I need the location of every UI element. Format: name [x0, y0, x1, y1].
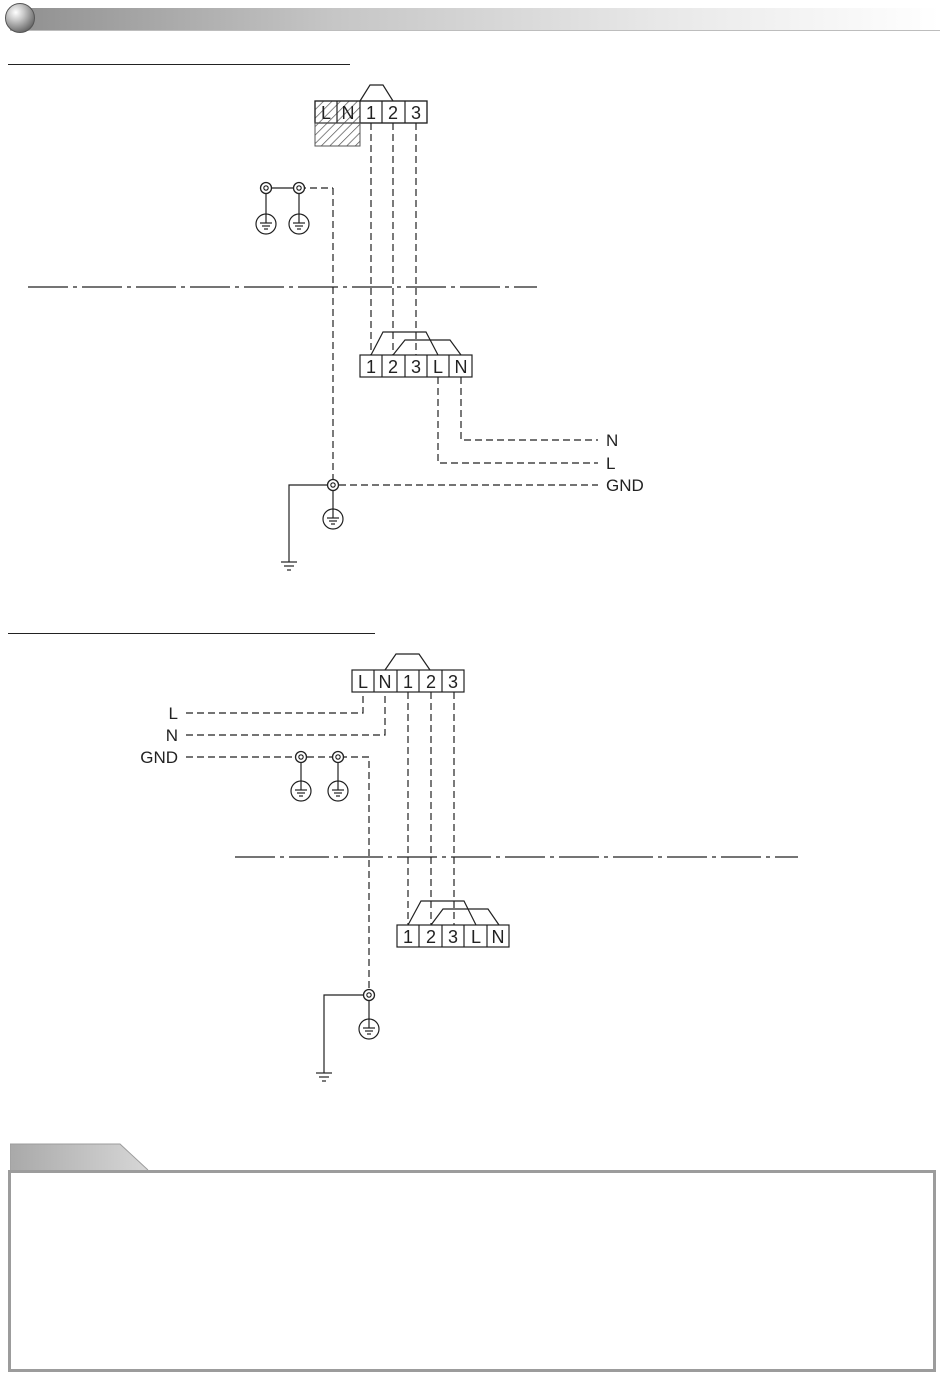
earth-terminal-icon [328, 480, 339, 491]
note-tab [10, 1142, 270, 1172]
note-box [8, 1170, 936, 1372]
outdoor-terminal-label: 3 [447, 672, 459, 692]
indoor-terminal-label: 1 [402, 927, 414, 947]
indoor-terminal-label: 3 [447, 927, 459, 947]
earth-terminal-icon [364, 990, 375, 1001]
ground-symbol-icon [359, 1019, 379, 1039]
wire-label-gnd: GND [140, 748, 178, 767]
earth-terminal-icon [261, 183, 272, 194]
wire-label-l: L [168, 704, 178, 723]
ground-symbol-icon [289, 214, 309, 234]
earth-terminal-icon [294, 183, 305, 194]
earth-terminal-icon [296, 752, 307, 763]
diagram-1 [28, 85, 598, 570]
outdoor-terminal-label: L [320, 103, 332, 123]
outdoor-terminal-label: L [357, 672, 369, 692]
outdoor-terminal-label: 1 [365, 103, 377, 123]
indoor-terminal-label: 1 [365, 357, 377, 377]
ground-symbol-icon [328, 781, 348, 801]
indoor-terminal-label: 2 [425, 927, 437, 947]
outdoor-terminal-label: 3 [410, 103, 422, 123]
earth-terminal-icon [333, 752, 344, 763]
outdoor-terminal-label: 2 [387, 103, 399, 123]
indoor-terminal-label: 3 [410, 357, 422, 377]
wire-label-gnd: GND [606, 476, 644, 495]
outdoor-terminal-label: 1 [402, 672, 414, 692]
diagram-2 [186, 654, 798, 1081]
ground-symbol-icon [256, 214, 276, 234]
indoor-terminal-label: N [491, 927, 505, 947]
outdoor-terminal-label: N [378, 672, 392, 692]
indoor-terminal-label: L [432, 357, 444, 377]
wire-label-l: L [606, 454, 616, 473]
indoor-terminal-label: N [454, 357, 468, 377]
outdoor-terminal-label: 2 [425, 672, 437, 692]
wire-label-n: N [165, 726, 178, 745]
indoor-terminal-label: L [470, 927, 482, 947]
ground-symbol-icon [323, 509, 343, 529]
wire-label-n: N [606, 431, 619, 450]
outdoor-terminal-label: N [341, 103, 355, 123]
indoor-terminal-label: 2 [387, 357, 399, 377]
ground-symbol-icon [291, 781, 311, 801]
